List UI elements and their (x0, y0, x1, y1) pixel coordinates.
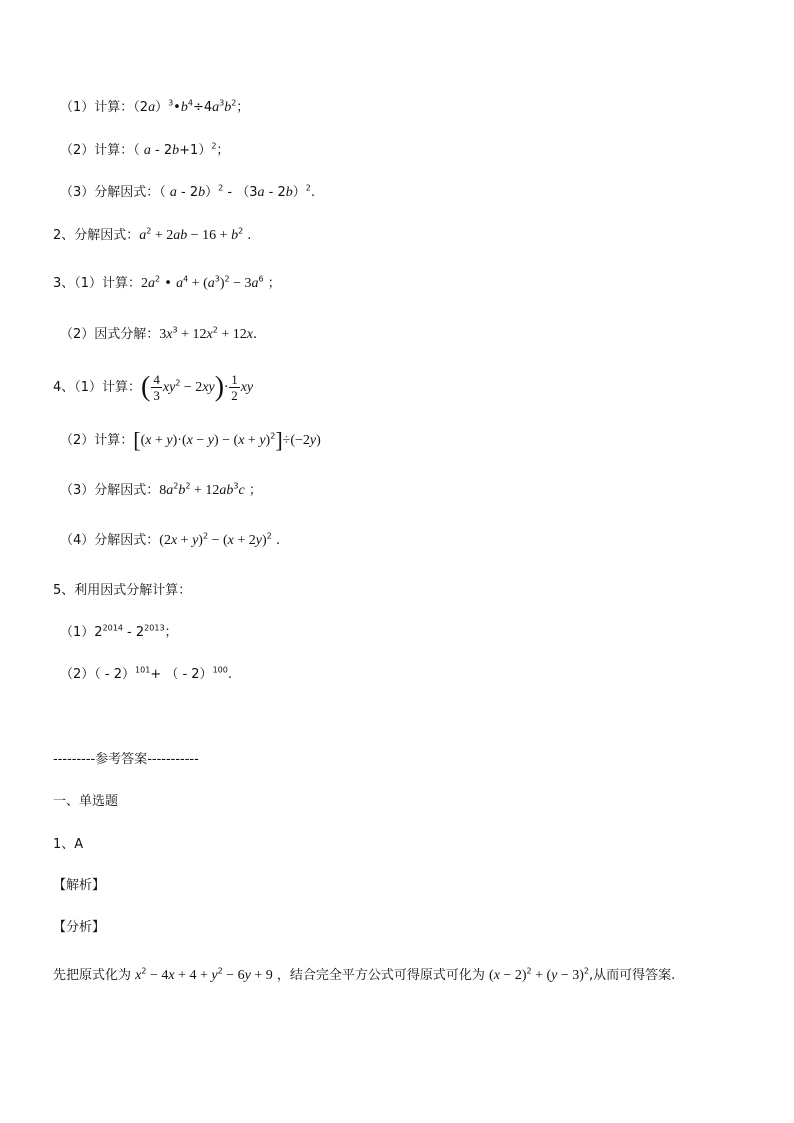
fenxi-heading: 【分析】 (53, 920, 106, 935)
section-heading: 一、单选题 (53, 794, 119, 809)
q4-part2-expression: $[(x + y)\cdot(x - y) - (x + y)^2]\div(-2y)$ (133, 427, 321, 453)
q4-part3-label: （3）分解因式： (60, 483, 160, 498)
q1-part1 (60, 98, 249, 118)
q4-part1-expression: ( $\frac{4}{3}$ $xy^2 - 2xy)\cdot$ $\frac{1}{2}$ xy (141, 371, 254, 403)
q3-part2 (60, 325, 257, 345)
q4-part3 (60, 481, 262, 501)
q2-expression: $a^2 + 2ab - 16 + b^2$ . (139, 226, 252, 243)
q2-label: 2、分解因式： (53, 228, 140, 243)
analysis-text-a: 先把原式化为 (53, 968, 132, 983)
q3-part2-label: （2）因式分解： (60, 327, 160, 342)
q5-part1-expression: $2^{2014} - 2^{2013}$； (94, 623, 178, 640)
q1-part2 (60, 141, 229, 161)
analysis-expr-1: $x^2 - 4x + 4 + y^2 - 6y + 9$ (135, 966, 273, 983)
q5-part1 (60, 623, 178, 643)
q5-title: 5、利用因式分解计算： (53, 583, 192, 598)
answer-divider: ---------参考答案----------- (53, 752, 199, 767)
jiexi-heading: 【解析】 (53, 878, 106, 893)
q1-part3-expression: （ a - 2b）$^2$ - （3a - 2b）$^2$. (159, 183, 315, 200)
q5-part1-label: （1） (60, 625, 95, 640)
q1-part2-label: （2）计算： (60, 143, 134, 158)
q4-part1 (53, 372, 253, 403)
q1-part2-expression: （ a - 2b+1）$^2$； (133, 141, 230, 158)
q1-part1-expression: $(2a)^3•b^4\div 4a^3b^2$； (133, 98, 250, 115)
analysis-text (53, 966, 675, 986)
q4-part4 (60, 531, 280, 551)
q1-part3 (60, 183, 315, 203)
q4-part2 (60, 427, 321, 453)
q2 (53, 226, 251, 246)
analysis-text-b: ，结合完全平方公式可得原式可化为 (276, 968, 485, 983)
q4-part3-expression: $8a^2b^2 + 12ab^3c$ ； (159, 481, 262, 498)
q4-part4-label: （4）分解因式： (60, 533, 160, 548)
q4-part1-label: 4、（1）计算： (53, 380, 142, 395)
q5-part2 (60, 665, 232, 685)
q1-part3-label: （3）分解因式： (60, 185, 160, 200)
q5-part2-label: （2） (60, 667, 95, 682)
q3-part2-expression: $3x^3 + 12x^2 + 12x$. (159, 325, 258, 342)
q5-part2-expression: （ - 2）$^{101}$+ （ - 2）$^{100}$. (94, 665, 232, 682)
q4-part2-label: （2）计算： (60, 433, 134, 448)
q3-part1-label: 3、（1）计算： (53, 276, 142, 291)
q3-part1-expression: $2a^2$ • $a^4 + (a^3)^2 - 3a^6$ ； (141, 274, 281, 291)
q1-part1-label: （1）计算： (60, 100, 134, 115)
analysis-expr-2: $(x - 2)^2 + (y - 3)^2$ (489, 966, 590, 983)
answer-item-1: 1、A (53, 837, 84, 852)
q3-part1 (53, 274, 281, 294)
analysis-text-c: ,从而可得答案. (589, 968, 676, 983)
q4-part4-expression: $(2x + y)^2 - (x + 2y)^2$ . (159, 531, 280, 548)
